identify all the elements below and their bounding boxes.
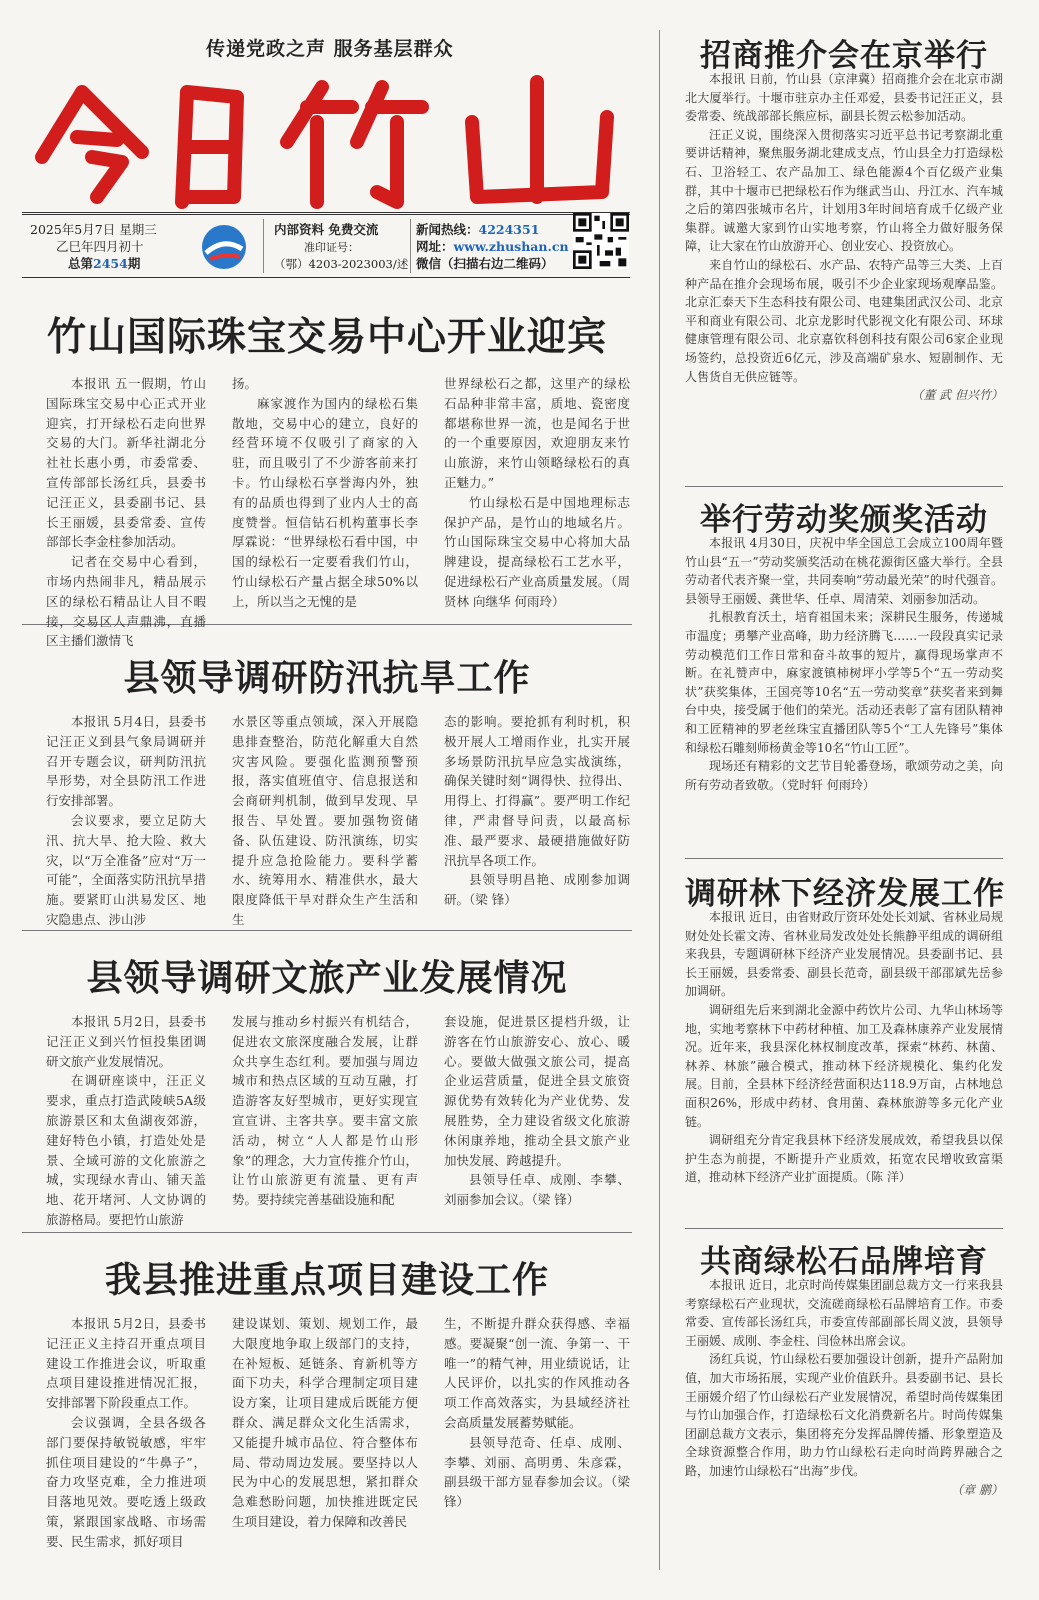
headline-tourism: 县领导调研文旅产业发展情况 xyxy=(86,957,568,999)
headline-forest-economy: 调研林下经济发展工作 xyxy=(685,876,1005,912)
article-flood-col3: 态的影响。要抢抓有利时机，积极开展人工增雨作业，扎实开展多场景防汛抗旱应急实战演练，确保关键时刻“调得快、拉得出、用得上、打得赢”。要严明工作纪律，严肃督导问责，以最高标准、最严要求、最硬措施做好防汛抗旱各项工作。 县领导明昌艳、成刚参加调研。（梁 锋） xyxy=(444,714,630,908)
article-turquoise-brand: 本报讯 近日，北京时尚传媒集团副总裁方文一行来我县考察绿松石产业现状，交流磋商绿松石品牌培育工作。市委常委、宣传部长汤红兵，市委宣传部副部长周义波，县领导王丽媛、成刚、李金柱、闫俭林出席会议。 汤红兵说，竹山绿松石要加强设计创新，提升产品附加值，加大市场拓展，实现产业价值跃升。县委副书记、县长王丽媛介绍了竹山绿松石产业发展情况，希望时尚传媒集团与竹山加强合作，打造绿松石文化消费新名片。时尚传媒集团副总裁方文表示，集团将充分发挥品牌传播、形象塑造及全球资源整合作用，助力竹山绿松石走向时尚跨界融合之路，加速竹山绿松石“出海”步伐。 （章 鹏） xyxy=(685,1278,1003,1497)
article-flood-col1: 本报讯 5月4日，县委书记汪正义到县气象局调研并召开专题会议，研判防汛抗旱形势，对全县防汛工作进行安排部署。 会议要求，要立足防大汛、抗大旱、抢大险、救大灾，以“万全准备”应对“万一可能”，全面落实防汛抗旱措施。要紧盯山洪易发区、地灾隐患点、涉山涉 xyxy=(46,714,206,927)
masthead-info-bar xyxy=(22,212,630,278)
wechat: 微信（扫描右边二维码） xyxy=(416,256,554,271)
article-jewelry-col2: 扬。 麻家渡作为国内的绿松石集散地，交易中心的建立，良好的经营环境不仅吸引了商家的入驻，而且吸引了不少游客前来打卡。竹山绿松石享誉海内外，独有的品质也得到了业内人士的高度赞誉。恒信钻石机构董事长李厚霖说：“世界绿松石看中国，中国的绿松石一定要看我们竹山，竹山绿松石产量占据全球50%以上，所以当之无愧的是 xyxy=(232,376,418,609)
permit-number: （鄂）4203-2023003/述 xyxy=(274,257,409,271)
headline-key-projects: 我县推进重点项目建设工作 xyxy=(104,1259,549,1301)
headline-flood-control: 县领导调研防汛抗旱工作 xyxy=(123,657,531,699)
article-projects-col1: 本报讯 5月2日，县委书记汪正义主持召开重点项目建设工作推进会议，听取重点项目建设推进情况汇报，安排部署下阶段重点工作。 会议强调，全县各级各部门要保持敏锐敏感，牢牢抓住项目建设的“牛鼻子”，奋力攻坚克难，全力推进项目落地见效。要吃透上级政策，紧跟国家战略、市场需要、民生需求，抓好项目 xyxy=(46,1316,206,1549)
lunar-date: 乙巳年四月初十 xyxy=(56,239,144,254)
permit-label: 准印证号： xyxy=(304,241,359,254)
article-flood-col2: 水景区等重点领域，深入开展隐患排查整治，防范化解重大自然灾害风险。要强化监测预警预报，落实值班值守、信息报送和会商研判机制，做到早发现、早报告、早处置。要加强物资储备、队伍建设、防汛演练，切实提升应急抢险能力。要科学蓄水、统筹用水、精准供水，最大限度降低干旱对群众生产生活和生 xyxy=(232,714,418,927)
article-tourism-col3: 套设施，促进景区提档升级，让游客在竹山旅游安心、放心、暖心。要做大做强文旅公司，提高企业运营质量，促进全县文旅资源优势有效转化为产业优势、发展胜势，全力建设省级文化旅游休闲康养地，推动全县文旅产业加快发展、跨越提升。 县领导任卓、成刚、李攀、刘丽参加会议。（梁 锋） xyxy=(444,1014,630,1208)
headline-labor-award: 举行劳动奖颁奖活动 xyxy=(700,502,988,538)
masthead-title-calligraphy xyxy=(22,62,630,212)
newspaper-logo-icon xyxy=(200,223,248,271)
article-tourism-col2: 发展与推动乡村振兴有机结合，促进农文旅深度融合发展，让群众共享生态红利。要加强与周边城市和热点区域的互动互融，打造游客友好型城市，更好实现宣宣宣讲、主客共享。要丰富文旅活动，树立“人人都是竹山形象”的理念，大力宣传推介竹山，让竹山旅游更有流量、更有声势。要持续完善基础设施和配 xyxy=(232,1014,418,1208)
issue-number: 总第2454期 xyxy=(68,256,141,271)
website: 网址：www.zhushan.cn xyxy=(416,239,569,254)
headline-turquoise-brand: 共商绿松石品牌培育 xyxy=(700,1244,988,1280)
masthead-slogan: 传递党政之声 服务基层群众 xyxy=(206,38,454,60)
article-labor-award: 本报讯 4月30日，庆祝中华全国总工会成立100周年暨竹山县“五一”劳动奖颁奖活动在桃花源街区盛大举行。全县劳动者代表齐聚一堂，共同奏响“劳动最光荣”的时代强音。县领导王丽媛、龚世华、任卓、周清荣、刘丽参加活动。 扎根教育沃土，培育祖国未来；深耕民生服务，传递城市温度；勇攀产业高峰，助力经济腾飞……一段段真实记录劳动模范们工作日常和奋斗故事的短片，赢得现场掌声不断。在礼赞声中，麻家渡镇柿树坪小学等5个“五一劳动奖状”获奖集体，王国亮等10名“五一劳动奖章”获奖者来到舞台中央，接受属于他们的荣光。活动还表彰了富有团队精神和工匠精神的罗老丝珠宝直播团队等5个“工人先锋号”集体和绿松石雕刻师杨黄金等10名“竹山工匠”。 现场还有精彩的文艺节目轮番登场，歌颂劳动之美，向所有劳动者致敬。（党时轩 何雨玲） xyxy=(685,536,1003,792)
internal-note: 内部资料 免费交流 xyxy=(274,222,379,237)
article-projects-col2: 建设谋划、策划、规划工作，最大限度地争取上级部门的支持，在补短板、延链条、育新机等方面下功夫，科学合理制定项目建设方案，让项目建成后既能方便群众、满足群众文化生活需求，又能提升城市品位、符合整体布局、带动周边发展。要坚持以人民为中心的发展思想，紧扣群众急难愁盼问题，加快推进既定民生项目建设，着力保障和改善民 xyxy=(232,1316,418,1529)
headline-jewelry-center: 竹山国际珠宝交易中心开业迎宾 xyxy=(46,314,607,360)
issue-date: 2025年5月7日 星期三 xyxy=(30,222,157,237)
article-investment: 本报讯 日前，竹山县（京津冀）招商推介会在北京市湖北大厦举行。十堰市驻京办主任邓爱，县委书记汪正义，县委常委、统战部部长熊应标，副县长贺云松参加活动。 汪正义说，围绕深入贯彻落实习近平总书记考察湖北重要讲话精神，聚焦服务湖北建成支点，竹山县全力打造绿松石、卫浴轻工、农产品加工、绿色能源4个百亿级产业集群，其中十堰市已把绿松石作为继武当山、丹江水、汽车城之后的第四张城市名片，计划用3年时间培育成千亿级产业集群。诚邀大家到竹山实地考察，竹山将全力做好服务保障，让大家在竹山放游开心、创业安心、投资放心。 来自竹山的绿松石、水产品、农特产品等三大类、上百种产品在推介会现场布展，吸引不少企业家现场观摩品鉴。北京汇泰天下生态科技有限公司、电建集团武汉公司、北京平和商业有限公司、北京龙影时代影视文化有限公司、环球健康管理有限公司、北京嘉钦科创科技有限公司6家企业现场签约，总投资近6亿元，涉及高端矿泉水、短剧制作、无人售货自无供应链等。 （董 武 但兴竹） xyxy=(685,72,1003,403)
headline-investment: 招商推介会在京举行 xyxy=(700,38,988,74)
qr-code-icon xyxy=(573,213,629,269)
article-jewelry-col3: 世界绿松石之都，这里产的绿松石品种非常丰富，质地、瓷密度都堪称世界一流，也是闻名于世的一个重要原因，欢迎朋友来竹山旅游，来竹山领略绿松石的真正魅力。” 竹山绿松石是中国地理标志保护产品，是竹山的地域名片。竹山国际珠宝交易中心将加大品牌建设，提高绿松石工艺水平，促进绿松石产业高质量发展。（周贤林 向继华 何雨玲） xyxy=(444,376,630,609)
article-jewelry-col1: 本报讯 五一假期，竹山国际珠宝交易中心正式开业迎宾，打开绿松石走向世界交易的大门。新华社湖北分社社长惠小勇，市委常委、宣传部部长汤红兵，县委书记汪正义，县委副书记、县长王丽媛，县委常委、宣传部部长李金柱参加活动。 记者在交易中心看到，市场内热闹非凡，精品展示区的绿松石精品让人目不暇接，交易区人声鼎沸，直播区主播们激情飞 xyxy=(46,376,206,649)
article-projects-col3: 生，不断提升群众获得感、幸福感。要凝聚“创一流、争第一、干唯一”的精气神，用业绩说话，让人民评价，以扎实的作风推动各项工作高效落实，为县域经济社会高质量发展蓄势赋能。 县领导范奇、任卓、成刚、李攀、刘丽、高明勇、朱彦霖，副县级干部方显春参加会议。（梁 锋） xyxy=(444,1316,630,1510)
hotline: 新闻热线：4224351 xyxy=(416,222,540,237)
article-tourism-col1: 本报讯 5月2日，县委书记汪正义到兴竹恒投集团调研文旅产业发展情况。 在调研座谈中，汪正义要求，重点打造武陵峡5A级旅游景区和太鱼湖夜郊游，建好特色小镇，打造处处是景、全域可游的文化旅游之城，实现绿水青山、铺天盖地、花开堵河、人文协调的旅游格局。要把竹山旅游 xyxy=(46,1014,206,1227)
article-forest-economy: 本报讯 近日，由省财政厅资环处处长刘斌、省林业局规财处处长霍文涛、省林业局发改处处长熊静平组成的调研组来我县，专题调研林下经济产业发展情况。县委副书记、县长王丽媛，县委常委、副县长范奇，副县级干部邵斌先岳参加调研。 调研组先后来到湖北金源中药饮片公司、九华山林场等地，实地考察林下中药材种植、加工及森林康养产业发展情况。近年来，我县深化林权制度改革，探索“林药、林菌、林养、林旅”融合模式，推动林下经济规模化、集约化发展。目前，全县林下经济经营面积达118.9万亩，占林地总面积26%，形成中药材、食用菌、森林旅游等多元化产业链。 调研组充分肯定我县林下经济发展成效，希望我县以保护生态为前提，不断提升产业质效，拓宽农民增收致富渠道，推动林下经济产业扩面提质。（陈 洋） xyxy=(685,910,1003,1185)
